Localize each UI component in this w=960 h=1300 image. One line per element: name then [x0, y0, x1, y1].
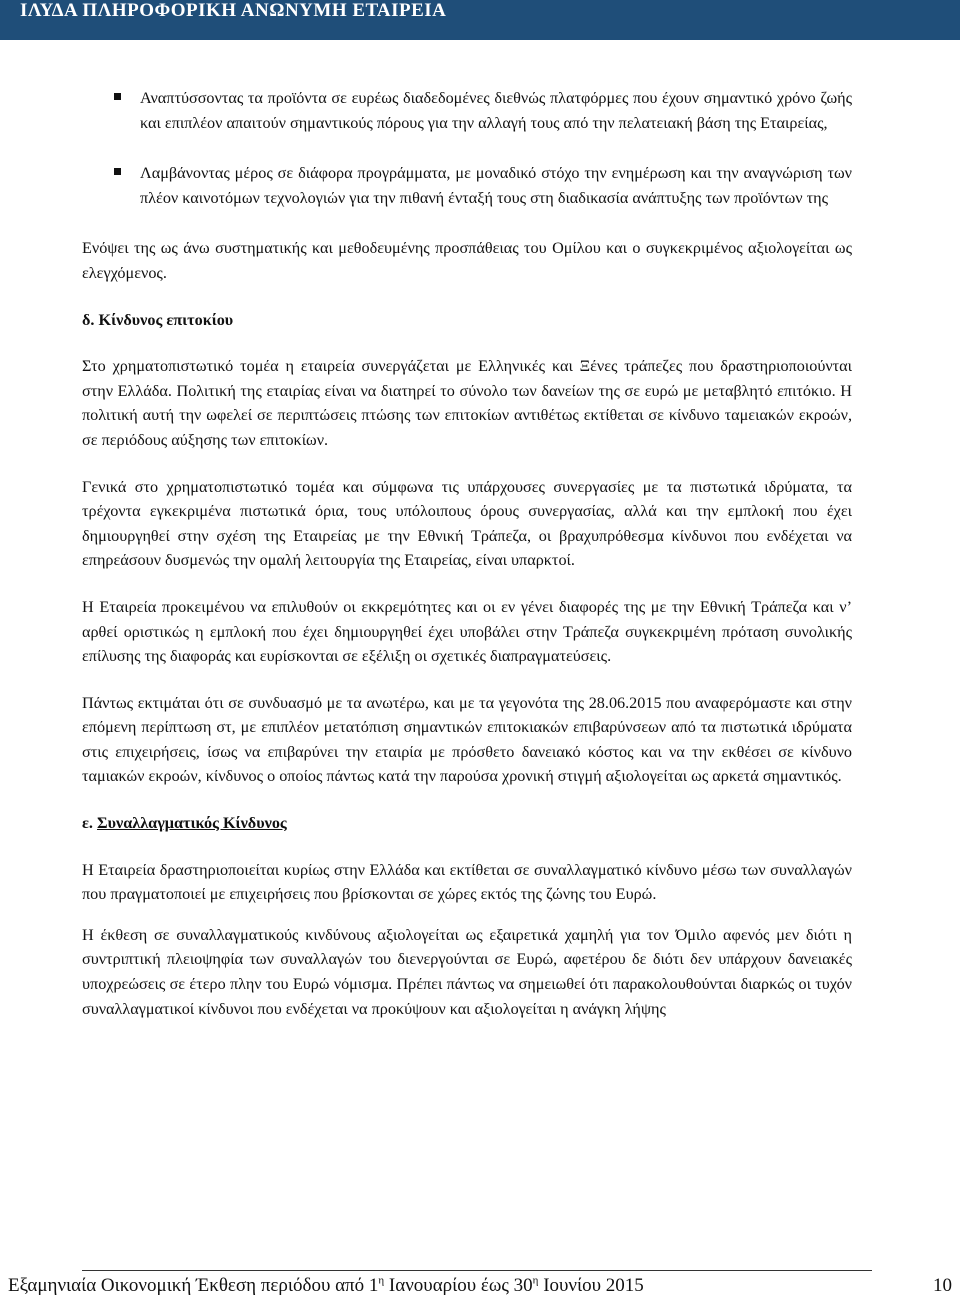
section-d-paragraph: Πάντως εκτιμάται ότι σε συνδυασμό με τα ανωτέρω, και με τα γεγονότα της 28.06.2015 που αναφερόμαστε και στην επόμενη περίπτωση στ, με επιπλέον μετατόπιση σημαντικών επιτοκιακών επιβαρύνσεων από τα πιστωτικά ιδρύματα στις επιχειρήσεις, ίσως να επιβαρύνει την εταιρία με πρόσθετο δανειακό κόστος και να την εκθέσει σε κίνδυνο ταμιακών εκροών, κίνδυνος ο οποίος πάντως κατά την παρούσα χρονική στιγμή αξιολογείται ως αρκετά σημαντικός.: [82, 693, 852, 786]
footer-text-part: Εξαμηνιαία Οικονομική Έκθεση περιόδου από 1: [8, 1275, 379, 1296]
section-e-heading-prefix: ε.: [82, 814, 98, 833]
document-header-title: ΙΛΥΔΑ ΠΛΗΡΟΦΟΡΙΚΗ ΑΝΩΝΥΜΗ ΕΤΑΙΡΕΙΑ: [20, 0, 447, 21]
footer-divider: [82, 1270, 872, 1271]
document-body: [82, 86, 852, 1043]
footer-text-part: Ιουνίου 2015: [538, 1275, 644, 1296]
bullet-text: Λαμβάνοντας μέρος σε διάφορα προγράμματα, με μοναδικό στόχο την ενημέρωση και την αναγνώριση των πλέον καινοτόμων τεχνολογιών για την πιθανή ένταξή τους στη διαδικασία ανάπτυξης των προϊόντων της: [140, 164, 852, 207]
page-number: 10: [933, 1275, 952, 1296]
header-bar: [0, 0, 960, 40]
bullet-item: [82, 86, 852, 135]
conclusion-paragraph: Ενόψει της ως άνω συστηματικής και μεθοδευμένης προσπάθειας του Ομίλου και ο συγκεκριμένος αξιολογείται ως ελεγχόμενος.: [82, 239, 852, 282]
section-d-paragraph: Στο χρηματοπιστωτικό τομέα η εταιρεία συνεργάζεται με Ελληνικές και Ξένες τράπεζες που δραστηριοποιούνται στην Ελλάδα. Πολιτική της εταιρίας είναι να διατηρεί το σύνολο των δανείων της σε ευρώ με μεταβλητό επιτόκιο. Η πολιτική αυτή την ωφελεί σε περιπτώσεις πτώσης των επιτοκίων αντιθέτως εκτίθεται σε κίνδυνο ταμειακών εκροών, σε περιόδους αύξησης των επιτοκίων.: [82, 357, 852, 449]
section-d-paragraph: Γενικά στο χρηματοπιστωτικό τομέα και σύμφωνα τις υπάρχουσες συνεργασίες με τα πιστωτικά ιδρύματα, τα τρέχοντα εγκεκριμένα πιστωτικά όρια, τους υπόλοιπους όρους συνεργασίας, αλλά και την εμπλοκή που έχει δημιουργηθεί στην σχέση της Εταιρείας με την Εθνική Τράπεζα, οι βραχυπρόθεσμα κίνδυνοι που ενδέχεται να επηρεάσουν δυσμενώς την ομαλή λειτουργία της Εταιρείας, είναι υπαρκτοί.: [82, 477, 852, 570]
section-d-paragraph: Η Εταιρεία προκειμένου να επιλυθούν οι εκκρεμότητες και οι εν γένει διαφορές της με την Εθνική Τράπεζα και ν’ αρθεί οριστικώς η εμπλοκή που έχει δημιουργηθεί έχει υποβάλει στην Τράπεζα συγκεκριμένη πρόταση συνολικής επίλυσης της διαφοράς και ευρίσκονται σε εξέλιξη οι σχετικές διαπραγματεύσεις.: [82, 597, 852, 666]
footer-title: [8, 1274, 644, 1298]
section-e-paragraph: Η έκθεση σε συναλλαγματικούς κινδύνους αξιολογείται ως εξαιρετικά χαμηλή για τον Όμιλο αφενός μεν διότι η συντριπτική πλειοψηφία των συναλλαγών του διενεργούνται σε Ευρώ, αφετέρου δε διότι δεν υπάρχουν δανειακές υποχρεώσεις σε έτερο πλην του Ευρώ νόμισμα. Πρέπει πάντως να σημειωθεί ότι παρακολουθούνται διαρκώς οι τυχόν συναλλαγματικοί κίνδυνοι που ενδέχεται να προκύψουν και αξιολογείται η ανάγκη λήψης: [82, 925, 852, 1018]
square-bullet-icon: [114, 93, 121, 100]
section-e-heading-title: Συναλλαγματικός Κίνδυνος: [97, 814, 287, 833]
footer-superscript: η: [378, 1274, 385, 1287]
bullet-text: Αναπτύσσοντας τα προϊόντα σε ευρέως διαδεδομένες διεθνώς πλατφόρμες που έχουν σημαντικό χρόνο ζωής και επιπλέον απαιτούν σημαντικούς πόρους για την αλλαγή τους από την πελατειακή βάση της Εταιρείας,: [140, 89, 852, 132]
footer-superscript: η: [532, 1274, 539, 1287]
section-e-heading: [82, 811, 852, 836]
square-bullet-icon: [114, 168, 121, 175]
section-e-paragraph: Η Εταιρεία δραστηριοποιείται κυρίως στην Ελλάδα και εκτίθεται σε συναλλαγματικό κίνδυνο μέσω των συναλλαγών που πραγματοποιεί με επιχειρήσεις που βρίσκονται σε χώρες εκτός της ζώνης του Ευρώ.: [82, 860, 852, 904]
footer-text-part: Ιανουαρίου έως 30: [384, 1275, 533, 1296]
section-d-heading: δ. Κίνδυνος επιτοκίου: [82, 310, 234, 329]
bullet-item: [82, 161, 852, 210]
